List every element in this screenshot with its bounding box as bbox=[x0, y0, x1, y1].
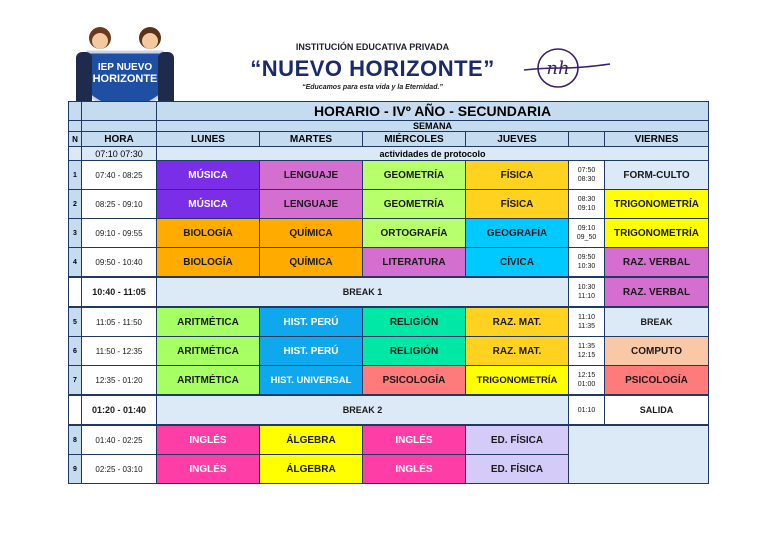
semana-label: SEMANA bbox=[157, 121, 709, 132]
row-number: 2 bbox=[69, 190, 82, 219]
class-cell: ED. FÍSICA bbox=[466, 455, 569, 484]
logo-text-1: IEP NUEVO bbox=[97, 62, 153, 73]
class-cell: ARITMÉTICA bbox=[157, 366, 260, 396]
signature-text: nh bbox=[546, 58, 570, 79]
schedule-table bbox=[68, 101, 709, 484]
class-cell: ARITMÉTICA bbox=[157, 307, 260, 337]
institution-label: INSTITUCIÓN EDUCATIVA PRIVADA bbox=[295, 42, 450, 52]
school-header bbox=[0, 0, 768, 100]
row-number: 1 bbox=[69, 161, 82, 190]
class-cell: BREAK bbox=[605, 307, 709, 337]
friday-time: 11:10 11:35 bbox=[569, 307, 605, 337]
class-cell: HIST. PERÚ bbox=[260, 307, 363, 337]
row-number: 8 bbox=[69, 425, 82, 455]
class-cell: BIOLOGÍA bbox=[157, 219, 260, 248]
row-number: 4 bbox=[69, 248, 82, 278]
class-cell: FÍSICA bbox=[466, 190, 569, 219]
class-cell: CÍVICA bbox=[466, 248, 569, 278]
day-lunes: LUNES bbox=[157, 132, 260, 147]
protocol-time: 07:10 07:30 bbox=[82, 147, 157, 161]
logo-text-2: HORIZONTE bbox=[92, 73, 158, 85]
class-cell: RELIGIÓN bbox=[363, 307, 466, 337]
row-number: 3 bbox=[69, 219, 82, 248]
col-n-header: N bbox=[69, 132, 82, 147]
class-cell: SALIDA bbox=[605, 395, 709, 425]
day-jueves: JUEVES bbox=[466, 132, 569, 147]
class-cell: PSICOLOGÍA bbox=[605, 366, 709, 396]
friday-time: 11:35 12:15 bbox=[569, 337, 605, 366]
class-cell: RAZ. VERBAL bbox=[605, 248, 709, 278]
class-cell: GEOMETRÍA bbox=[363, 190, 466, 219]
class-cell: FORM-CULTO bbox=[605, 161, 709, 190]
class-cell: LENGUAJE bbox=[260, 161, 363, 190]
row-number: 6 bbox=[69, 337, 82, 366]
row-time: 11:50 - 12:35 bbox=[82, 337, 157, 366]
row-time: 08:25 - 09:10 bbox=[82, 190, 157, 219]
class-cell: RAZ. MAT. bbox=[466, 337, 569, 366]
friday-time: 07:50 08:30 bbox=[569, 161, 605, 190]
col-hora-header: HORA bbox=[82, 132, 157, 147]
class-cell: RELIGIÓN bbox=[363, 337, 466, 366]
class-cell: ÁLGEBRA bbox=[260, 425, 363, 455]
class-cell: RAZ. MAT. bbox=[466, 307, 569, 337]
class-cell: QUÍMICA bbox=[260, 219, 363, 248]
class-cell: GEOMETRÍA bbox=[363, 161, 466, 190]
class-cell: COMPUTO bbox=[605, 337, 709, 366]
friday-time: 09:10 09_50 bbox=[569, 219, 605, 248]
class-cell: ORTOGRAFÍA bbox=[363, 219, 466, 248]
school-name: “NUEVO HORIZONTE” bbox=[250, 56, 495, 81]
protocol-label: actividades de protocolo bbox=[157, 147, 709, 161]
class-cell: TRIGONOMETRÍA bbox=[466, 366, 569, 396]
class-cell: INGLÉS bbox=[363, 455, 466, 484]
row-time: 09:10 - 09:55 bbox=[82, 219, 157, 248]
class-cell: ED. FÍSICA bbox=[466, 425, 569, 455]
signature-logo bbox=[522, 44, 612, 94]
day-miercoles: MIÉRCOLES bbox=[363, 132, 466, 147]
class-cell: TRIGONOMETRÍA bbox=[605, 219, 709, 248]
class-cell: FÍSICA bbox=[466, 161, 569, 190]
row-time: 12:35 - 01:20 bbox=[82, 366, 157, 396]
class-cell: ARITMÉTICA bbox=[157, 337, 260, 366]
row-time: 01:40 - 02:25 bbox=[82, 425, 157, 455]
class-cell: LITERATURA bbox=[363, 248, 466, 278]
row-time: 11:05 - 11:50 bbox=[82, 307, 157, 337]
day-martes: MARTES bbox=[260, 132, 363, 147]
class-cell: PSICOLOGÍA bbox=[363, 366, 466, 396]
schedule-title: HORARIO - IVº AÑO - SECUNDARIA bbox=[157, 102, 709, 121]
row-time: 02:25 - 03:10 bbox=[82, 455, 157, 484]
class-cell: MÚSICA bbox=[157, 190, 260, 219]
friday-time: 12:15 01:00 bbox=[569, 366, 605, 396]
class-cell: LENGUAJE bbox=[260, 190, 363, 219]
break2-time: 01:20 - 01:40 bbox=[82, 395, 157, 425]
class-cell: QUÍMICA bbox=[260, 248, 363, 278]
class-cell: GEOGRAFÍA bbox=[466, 219, 569, 248]
break1-time: 10:40 - 11:05 bbox=[82, 277, 157, 307]
class-cell: ÁLGEBRA bbox=[260, 455, 363, 484]
row-number: 5 bbox=[69, 307, 82, 337]
row-time: 07:40 - 08:25 bbox=[82, 161, 157, 190]
row-number: 9 bbox=[69, 455, 82, 484]
class-cell: MÚSICA bbox=[157, 161, 260, 190]
class-cell: RAZ. VERBAL bbox=[605, 277, 709, 307]
friday-time: 10:30 11:10 bbox=[569, 277, 605, 307]
class-cell: INGLÉS bbox=[363, 425, 466, 455]
day-viernes: VIERNES bbox=[605, 132, 709, 147]
class-cell: INGLÉS bbox=[157, 425, 260, 455]
friday-time: 09:50 10:30 bbox=[569, 248, 605, 278]
friday-time: 08:30 09:10 bbox=[569, 190, 605, 219]
break2-label: BREAK 2 bbox=[157, 395, 569, 425]
class-cell: HIST. UNIVERSAL bbox=[260, 366, 363, 396]
class-cell: BIOLOGÍA bbox=[157, 248, 260, 278]
class-cell: TRIGONOMETRÍA bbox=[605, 190, 709, 219]
break1-label: BREAK 1 bbox=[157, 277, 569, 307]
friday-time: 01:10 bbox=[569, 395, 605, 425]
row-time: 09:50 - 10:40 bbox=[82, 248, 157, 278]
school-motto: “Educamos para esta vida y la Eternidad.” bbox=[302, 84, 443, 91]
class-cell: INGLÉS bbox=[157, 455, 260, 484]
row-number: 7 bbox=[69, 366, 82, 396]
class-cell: HIST. PERÚ bbox=[260, 337, 363, 366]
